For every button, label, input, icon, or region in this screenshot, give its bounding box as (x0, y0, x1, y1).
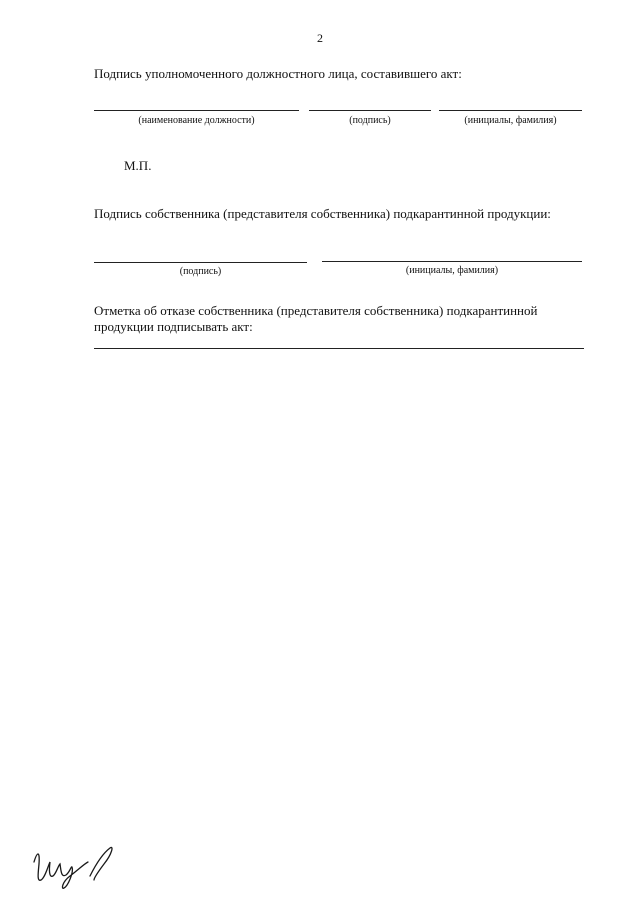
caption-official-signature: (подпись) (349, 115, 391, 126)
caption-official-name: (инициалы, фамилия) (464, 115, 557, 126)
refusal-text-line1: Отметка об отказе собственника (представителя собственника) подкарантинной (94, 303, 538, 318)
caption-position: (наименование должности) (138, 115, 255, 126)
handwritten-signature-icon (28, 842, 128, 892)
refusal-text-line2: продукции подписывать акт: (94, 319, 253, 334)
official-signature-heading: Подпись уполномоченного должностного лица, составившего акт: (94, 66, 462, 81)
caption-owner-name: (инициалы, фамилия) (405, 265, 499, 276)
caption-owner-signature: (подпись) (179, 266, 222, 277)
refusal-line (94, 348, 584, 349)
stamp-place-label: М.П. (124, 158, 152, 173)
position-line (94, 110, 299, 111)
owner-name-line (322, 261, 582, 262)
page-number: 2 (317, 31, 323, 45)
refusal-note (94, 303, 594, 335)
owner-signature-line (94, 262, 307, 263)
official-name-line (439, 110, 582, 111)
owner-signature-heading: Подпись собственника (представителя собственника) подкарантинной продукции: (94, 206, 551, 221)
official-signature-line (309, 110, 431, 111)
